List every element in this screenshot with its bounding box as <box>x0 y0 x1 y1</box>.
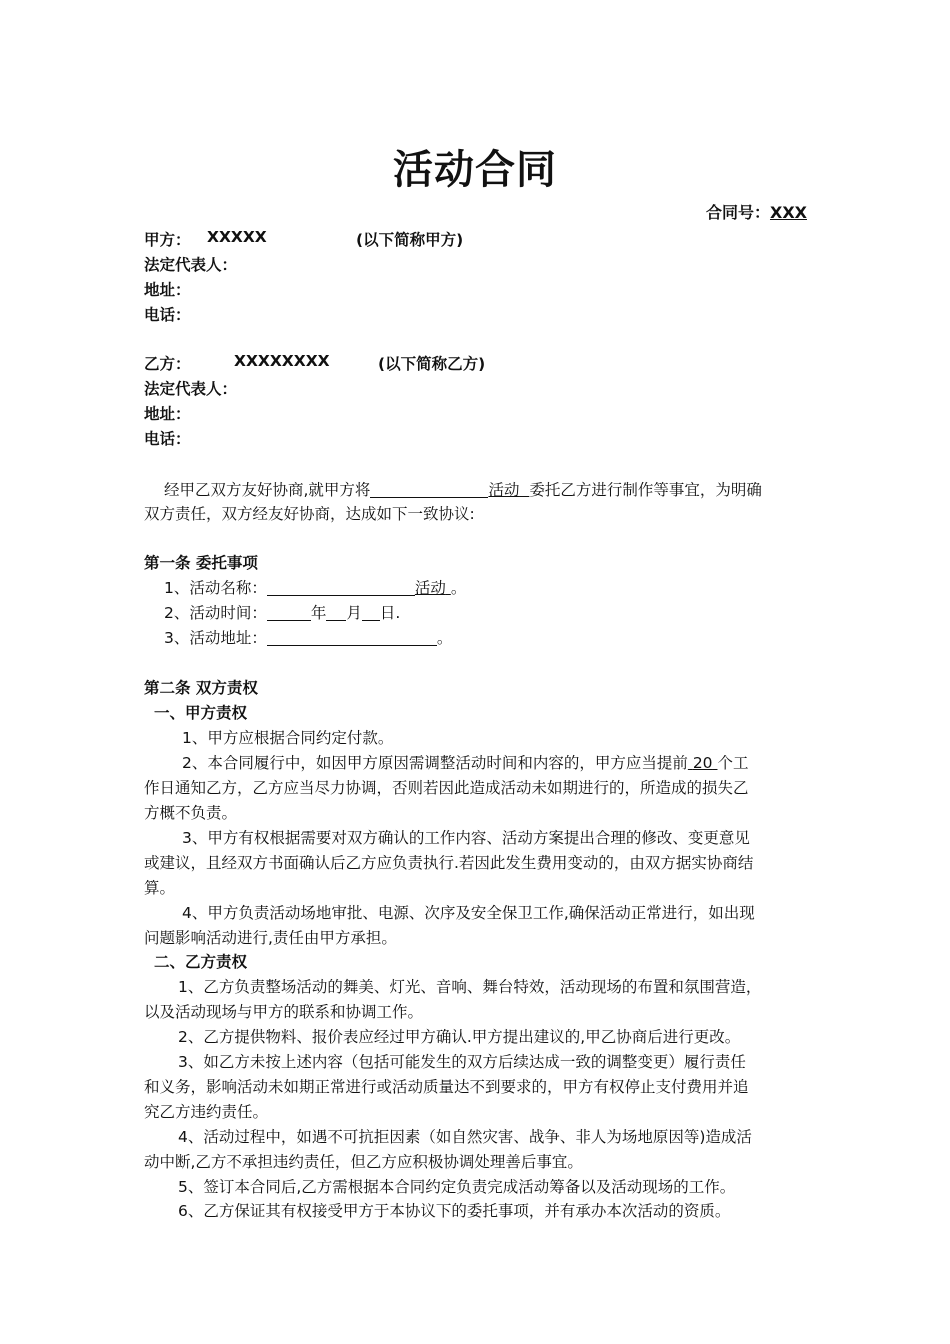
party-b-duty-1-line-1: 1、乙方负责整场活动的舞美、灯光、音响、舞台特效，活动现场的布置和氛围营造， <box>178 978 762 996</box>
intro-blank <box>370 481 488 498</box>
party-a-duty-2-line-1: 2、本合同履行中，如因甲方原因需调整活动时间和内容的，甲方应当提前 20 个工 <box>182 754 749 772</box>
contract-number-label: 合同号： <box>705 203 770 222</box>
intro-pre: 经甲乙双方友好协商,就甲方将 <box>164 481 371 499</box>
party-b-duty-2: 2、乙方提供物料、报价表应经过甲方确认.甲方提出建议的,甲乙协商后进行更改。 <box>178 1028 741 1046</box>
activity-name-blank <box>267 579 415 596</box>
article-1-item-2: 2、活动时间： 年 月 日. <box>164 604 401 622</box>
article-1-heading: 第一条 委托事项 <box>144 554 258 572</box>
party-b-alias: (以下简称乙方) <box>378 355 486 373</box>
activity-time-label: 2、活动时间： <box>164 604 267 622</box>
party-a-duty-4-line-1: 4、甲方负责活动场地审批、电源、次序及安全保卫工作,确保活动正常进行，如出现 <box>182 904 755 922</box>
party-a-alias: (以下简称甲方) <box>356 231 464 249</box>
contract-number <box>706 200 807 223</box>
party-a-rep: 法定代表人： <box>144 256 238 274</box>
party-b-duty-3-line-1: 3、如乙方未按上述内容（包括可能发生的双方后续达成一致的调整变更）履行责任 <box>178 1053 746 1071</box>
party-a-address: 地址： <box>144 281 191 299</box>
article-2-heading: 第二条 双方责权 <box>144 679 258 697</box>
party-a-duty-1: 1、甲方应根据合同约定付款。 <box>182 729 394 747</box>
article-1-item-3: 3、活动地址： 。 <box>164 629 453 647</box>
party-b-duty-4-line-1: 4、活动过程中，如遇不可抗拒因素（如自然灾害、战争、非人为场地原因等)造成活 <box>178 1128 752 1146</box>
party-a-duty-2-line-2: 作日通知乙方，乙方应当尽力协调，否则若因此造成活动未如期进行的，所造成的损失乙 <box>144 779 749 797</box>
party-b-label: 乙方： <box>144 355 191 373</box>
intro-line-1 <box>164 478 762 500</box>
intro-line-2: 双方责任，双方经友好协商，达成如下一致协议: <box>144 505 475 523</box>
party-b-duty-3-line-2: 和义务，影响活动未如期正常进行或活动质量达不到要求的，甲方有权停止支付费用并追 <box>144 1078 749 1096</box>
party-b-rep: 法定代表人： <box>144 380 238 398</box>
party-b-duty-4-line-2: 动中断,乙方不承担违约责任，但乙方应积极协调处理善后事宜。 <box>144 1153 583 1171</box>
party-a-duty-2-line-3: 方概不负责。 <box>144 804 238 822</box>
party-a-phone: 电话： <box>144 306 191 324</box>
party-b-duty-3-line-3: 究乙方违约责任。 <box>144 1103 269 1121</box>
document-title: 活动合同 <box>393 147 557 193</box>
party-b-phone: 电话： <box>144 430 191 448</box>
party-a-line <box>144 228 464 250</box>
contract-number-value: XXX <box>769 203 807 222</box>
intro-activity: 活动 <box>488 481 520 499</box>
party-b-duties-heading: 二、乙方责权 <box>154 953 248 971</box>
party-b-duty-1-line-2: 以及活动现场与甲方的联系和协调工作。 <box>144 1003 424 1021</box>
party-a-name: XXXXX <box>207 228 267 246</box>
party-b-address: 地址： <box>144 405 191 423</box>
article-1-item-1: 1、活动名称： 活动 。 <box>164 579 467 597</box>
party-b-name: XXXXXXXX <box>234 352 330 370</box>
party-a-duty-4-line-2: 问题影响活动进行,责任由甲方承担。 <box>144 929 397 947</box>
activity-address-blank <box>267 629 437 646</box>
intro-post: 委托乙方进行制作等事宜，为明确 <box>529 481 762 499</box>
party-a-duty-3-line-3: 算。 <box>144 879 176 897</box>
party-b-duty-5: 5、签订本合同后,乙方需根据本合同约定负责完成活动筹备以及活动现场的工作。 <box>178 1178 736 1196</box>
party-b-line <box>144 352 486 374</box>
activity-name-fill: 活动 <box>414 579 446 597</box>
activity-name-label: 1、活动名称： <box>164 579 267 597</box>
party-a-duties-heading: 一、甲方责权 <box>154 704 248 722</box>
party-a-label: 甲方： <box>144 231 191 249</box>
party-b-duty-6: 6、乙方保证其有权接受甲方于本协议下的委托事项，并有承办本次活动的资质。 <box>178 1202 731 1220</box>
party-a-duty-3-line-1: 3、甲方有权根据需要对双方确认的工作内容、活动方案提出合理的修改、变更意见 <box>182 829 750 847</box>
activity-address-label: 3、活动地址： <box>164 629 267 647</box>
party-a-duty-3-line-2: 或建议，且经双方书面确认后乙方应负责执行.若因此发生费用变动的，由双方据实协商结 <box>144 854 754 872</box>
notice-days: 20 <box>692 754 713 772</box>
